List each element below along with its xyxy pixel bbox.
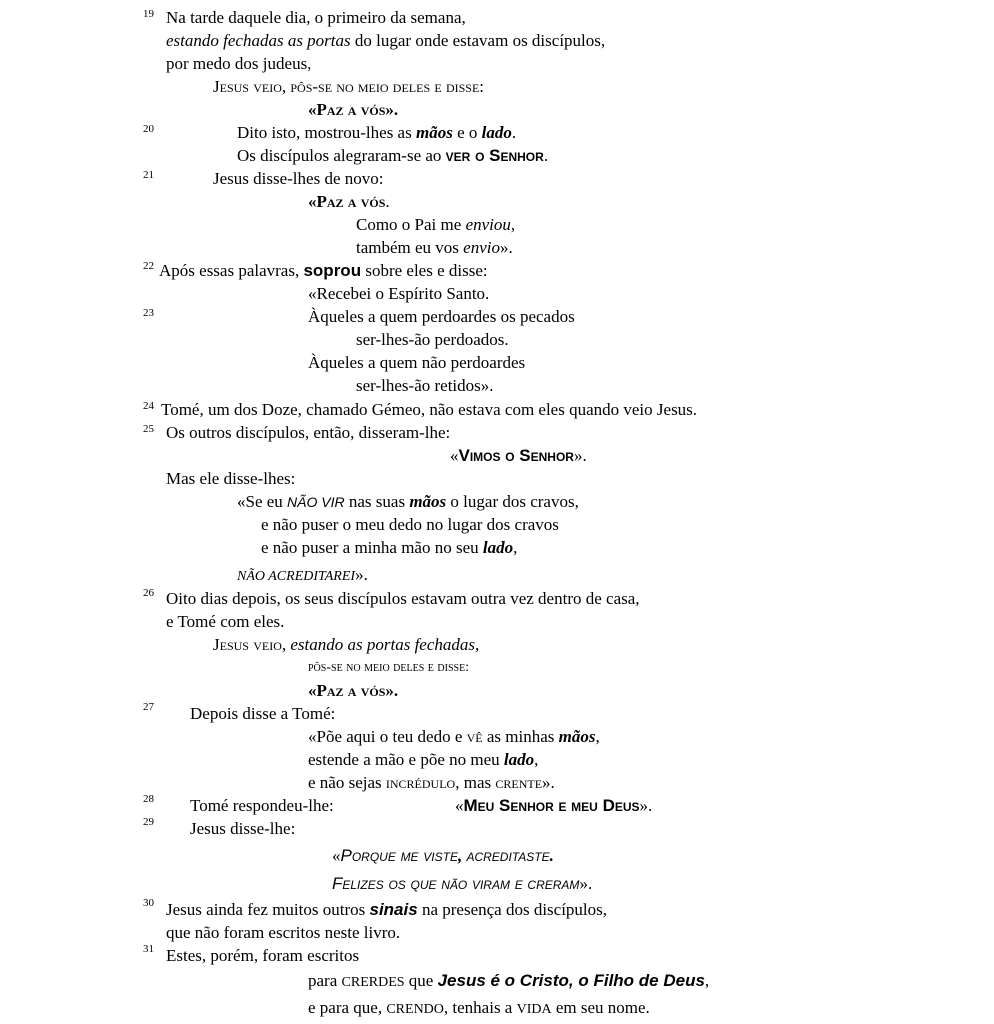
verse-number: 31	[143, 943, 154, 955]
text-run: e não puser a minha mão no seu	[261, 538, 483, 557]
text-run: ,	[510, 215, 516, 234]
text-run: .	[549, 846, 554, 865]
text-run: «Põe aqui o teu dedo e	[308, 727, 467, 746]
emphasis: estando as portas fechadas	[290, 635, 476, 654]
text-run: Jesus ainda fez muitos outros	[166, 900, 370, 919]
text-line: Jesus disse-lhes de novo:	[213, 169, 384, 188]
text-run: ,	[513, 538, 518, 557]
text-run: .	[543, 146, 549, 165]
emphasis: Felizes os que não viram e creram	[332, 874, 580, 893]
verse-number: 30	[143, 897, 154, 909]
text-line: Estes, porém, foram escritos	[166, 946, 360, 965]
emphasis: mãos	[409, 492, 447, 511]
text-run: as minhas	[482, 727, 559, 746]
verse-number: 25	[143, 423, 154, 435]
emphasis: CRENDO	[386, 1002, 444, 1017]
emphasis: mãos	[558, 727, 596, 746]
text-run: também eu vos	[356, 238, 464, 257]
emphasis: sinais	[369, 900, 418, 919]
verse-number: 29	[143, 816, 154, 828]
emphasis: crente	[495, 773, 543, 792]
text-run: ,	[534, 750, 539, 769]
emphasis: lado	[503, 750, 535, 769]
text-line: Depois disse a Tomé:	[190, 704, 336, 723]
text-run: para	[308, 971, 342, 990]
emphasis: Jesus é o Cristo, o Filho de Deus	[437, 971, 705, 990]
emphasis: Paz a vós	[316, 192, 386, 211]
emphasis: lado	[481, 123, 512, 142]
text-line: Àqueles a quem perdoardes os pecados	[308, 307, 575, 326]
text-run: ».	[385, 681, 399, 700]
verse-number: 27	[143, 701, 154, 713]
emphasis: CRERDES	[341, 975, 405, 990]
emphasis: lado	[482, 538, 514, 557]
emphasis: ver o Senhor	[445, 146, 544, 165]
emphasis: VIDA	[516, 1002, 552, 1017]
verse-number: 20	[143, 123, 154, 135]
emphasis: mãos	[415, 123, 453, 142]
text-run: e o	[452, 123, 482, 142]
text-line	[332, 873, 592, 895]
text-line	[261, 537, 517, 559]
text-run: «	[308, 681, 317, 700]
verse-number: 26	[143, 587, 154, 599]
text-run: ».	[639, 796, 653, 815]
text-line	[308, 749, 538, 771]
text-line	[237, 145, 548, 167]
text-run: «	[450, 446, 459, 465]
emphasis: acreditaste	[466, 846, 550, 865]
text-run: ».	[385, 100, 399, 119]
text-run: «Se eu	[237, 492, 288, 511]
text-line	[237, 122, 516, 144]
emphasis: envio	[463, 238, 500, 257]
text-run: .	[385, 192, 390, 211]
text-line: e Tomé com eles.	[166, 612, 285, 631]
text-line: Mas ele disse-lhes:	[166, 469, 296, 488]
text-run: ».	[573, 446, 587, 465]
emphasis: NÃO VIR	[287, 494, 345, 510]
text-run: Jesus veio,	[213, 635, 291, 654]
verse-number: 21	[143, 169, 154, 181]
verse-number: 24	[143, 400, 154, 412]
emphasis: Paz a vós	[316, 100, 386, 119]
text-run: em seu nome.	[551, 998, 650, 1017]
emphasis: Vimos o Senhor	[458, 446, 574, 465]
text-run: o lugar dos cravos,	[446, 492, 579, 511]
text-line: Na tarde daquele dia, o primeiro da semana,	[166, 8, 466, 27]
verse-number: 22	[143, 260, 154, 272]
text-line	[308, 680, 398, 702]
text-line	[237, 564, 368, 588]
text-line	[237, 491, 579, 513]
text-run: e não sejas	[308, 773, 386, 792]
text-run: ».	[500, 238, 513, 257]
text-run: ».	[542, 773, 555, 792]
text-run: , mas	[455, 773, 496, 792]
text-run: e para que,	[308, 998, 387, 1017]
emphasis: incrédulo	[385, 773, 456, 792]
text-line	[308, 970, 709, 994]
text-run: «	[332, 846, 341, 865]
text-run: ,	[457, 846, 467, 865]
text-run: ,	[595, 727, 600, 746]
text-line: Jesus disse-lhe:	[190, 819, 296, 838]
text-line: Jesus veio, pôs-se no meio deles e disse:	[213, 77, 485, 96]
text-line	[332, 845, 554, 867]
text-run: «	[308, 100, 317, 119]
text-run: que	[404, 971, 438, 990]
text-line: «Recebei o Espírito Santo.	[308, 284, 490, 303]
text-line	[308, 99, 398, 121]
text-run: ».	[579, 874, 593, 893]
text-line	[166, 899, 607, 921]
text-line: ser-lhes-ão perdoados.	[356, 330, 509, 349]
text-run: sobre eles e disse:	[361, 261, 488, 280]
text-line	[308, 726, 600, 748]
text-line	[450, 445, 587, 467]
text-run: estende a mão e põe no meu	[308, 750, 504, 769]
text-run: ,	[704, 971, 710, 990]
text-run: , tenhais a	[443, 998, 517, 1017]
text-run: «	[308, 192, 317, 211]
text-line	[356, 237, 513, 259]
emphasis: Paz a vós	[316, 681, 386, 700]
text-run: Após essas palavras,	[159, 261, 304, 280]
verse-number: 19	[143, 8, 154, 20]
text-line: Tomé, um dos Doze, chamado Gémeo, não estava com eles quando veio Jesus.	[161, 400, 698, 419]
verse-number: 28	[143, 793, 154, 805]
text-line: pôs-se no meio deles e disse:	[308, 660, 470, 675]
emphasis: vê	[466, 727, 483, 746]
verse-number: 23	[143, 307, 154, 319]
text-line: Os outros discípulos, então, disseram-lhe:	[166, 423, 451, 442]
emphasis: Porque me viste	[340, 846, 458, 865]
emphasis: NÃO ACREDITAREI	[237, 569, 356, 584]
text-line	[356, 214, 515, 236]
text-line: ser-lhes-ão retidos».	[356, 376, 494, 395]
emphasis: Meu Senhor e meu Deus	[463, 796, 640, 815]
emphasis: enviou	[465, 215, 511, 234]
text-run: na presença dos discípulos,	[417, 900, 608, 919]
text-line	[308, 997, 650, 1021]
emphasis: estando fechadas as portas	[166, 31, 351, 50]
text-run: Como o Pai me	[356, 215, 466, 234]
text-line: e não puser o meu dedo no lugar dos cravos	[261, 515, 559, 534]
text-line: Àqueles a quem não perdoardes	[308, 353, 526, 372]
text-line: que não foram escritos neste livro.	[166, 923, 401, 942]
text-run: .	[511, 123, 517, 142]
text-run: ,	[475, 635, 480, 654]
text-line: Tomé respondeu-lhe:	[190, 796, 334, 815]
emphasis: soprou	[303, 261, 362, 280]
text-line	[213, 634, 479, 656]
text-line	[308, 772, 555, 794]
text-line	[455, 795, 652, 817]
text-run: ».	[355, 565, 368, 584]
text-line: Oito dias depois, os seus discípulos estavam outra vez dentro de casa,	[166, 589, 640, 608]
text-line: por medo dos judeus,	[166, 54, 312, 73]
text-run: Dito isto, mostrou-lhes as	[237, 123, 416, 142]
text-line	[166, 30, 605, 52]
text-run: nas suas	[344, 492, 410, 511]
text-run: «	[455, 796, 464, 815]
text-run: do lugar onde estavam os discípulos,	[350, 31, 606, 50]
text-line	[308, 191, 390, 213]
text-run: Os discípulos alegraram-se ao	[237, 146, 446, 165]
text-line	[159, 260, 488, 282]
